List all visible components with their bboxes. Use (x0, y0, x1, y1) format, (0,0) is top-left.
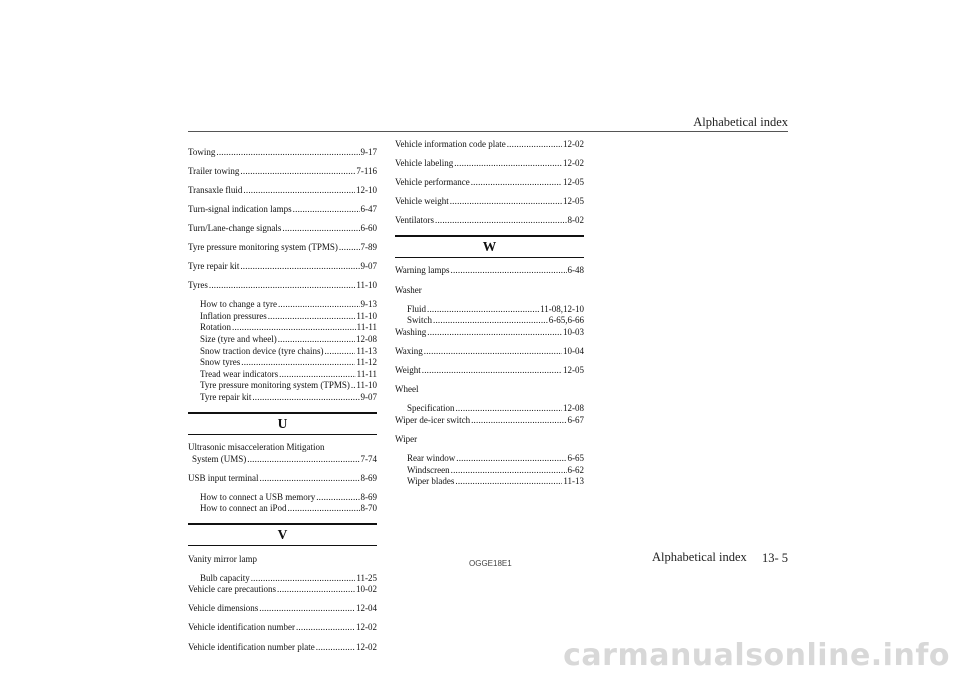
dot-leader (247, 454, 359, 466)
entry-label: USB input terminal (188, 472, 259, 483)
entry-page: 6-62 (567, 464, 584, 475)
entry-label: Switch (407, 315, 433, 326)
dot-leader (260, 473, 360, 485)
index-subentry (395, 315, 584, 327)
index-entry (395, 215, 584, 227)
entry-page: 12-05 (563, 196, 584, 207)
dot-leader (454, 158, 562, 170)
dot-leader (351, 380, 355, 392)
entry-label: Vehicle performance (395, 177, 470, 188)
entry-page: 6-47 (360, 203, 377, 214)
entry-page: 8-69 (360, 472, 377, 483)
entry-page: 9-17 (360, 146, 377, 157)
dot-leader (451, 265, 567, 277)
dot-leader (232, 322, 356, 334)
entry-label: Windscreen (407, 464, 450, 475)
index-subentry (395, 476, 584, 488)
entry-label: Tyre repair kit (188, 261, 240, 272)
index-entry (395, 346, 584, 358)
entry-label: Waxing (395, 345, 423, 356)
index-heading: Vanity mirror lamp (188, 553, 257, 564)
entry-page: 12-02 (356, 622, 377, 633)
index-entry (395, 177, 584, 189)
entry-label: Tyre pressure monitoring system (TPMS) (200, 380, 350, 391)
dot-leader (316, 642, 355, 654)
section-letter: W (482, 238, 497, 254)
index-subentry (395, 304, 584, 316)
entry-page: 6-60 (360, 222, 377, 233)
entry-label: Washing (395, 326, 427, 337)
entry-label: How to connect a USB memory (200, 491, 316, 502)
entry-label: Fluid (407, 303, 427, 314)
entry-label: Inflation pressures (200, 310, 267, 321)
dot-leader (455, 476, 562, 488)
entry-label: Wiper de-icer switch (395, 414, 471, 425)
entry-page: 11-25 (356, 572, 377, 583)
dot-leader (507, 139, 562, 151)
entry-page: 11-08,12-10 (540, 303, 584, 314)
entry-page: 9-07 (360, 261, 377, 272)
entry-page: 11-13 (563, 476, 584, 487)
section-letter: V (277, 527, 288, 543)
entry-label: Vehicle identification number (188, 622, 295, 633)
dot-leader (252, 392, 359, 404)
entry-label: Turn-signal indication lamps (188, 203, 292, 214)
entry-page: 6-48 (567, 265, 584, 276)
entry-label: Tyres (188, 280, 208, 291)
dot-leader (427, 327, 562, 339)
entry-page: 6-65 (567, 453, 584, 463)
header-title: Alphabetical index (693, 115, 788, 129)
document-code: OGGE18E1 (469, 559, 512, 568)
dot-leader (209, 280, 355, 292)
entry-label: Ventilators (395, 215, 434, 226)
dot-leader (424, 346, 562, 358)
index-entry (395, 139, 584, 151)
dot-leader (324, 346, 355, 358)
entry-label: Tread wear indicators (200, 368, 279, 379)
entry-label: How to change a tyre (200, 299, 277, 310)
entry-page: 11-10 (356, 280, 377, 291)
entry-label: Rotation (200, 322, 231, 333)
entry-page: 7-89 (360, 241, 377, 252)
index-subentry (188, 573, 377, 585)
index-entry (188, 204, 377, 216)
dot-leader (471, 177, 562, 189)
index-subentry (188, 334, 377, 346)
index-entry (395, 327, 584, 339)
index-subentry (188, 311, 377, 323)
entry-page: 6-67 (567, 414, 584, 425)
dot-leader (293, 204, 360, 216)
dot-leader (433, 315, 548, 327)
index-entry (395, 265, 584, 277)
entry-label: Transaxle fluid (188, 184, 243, 195)
watermark: carmanualsonline.info (563, 638, 950, 673)
dot-leader (422, 365, 562, 377)
index-entry (395, 415, 584, 427)
dot-leader (451, 465, 567, 477)
index-subentry (188, 346, 377, 358)
section-rule-bottom (395, 257, 584, 258)
entry-page: 12-08 (356, 334, 377, 345)
entry-label: Tyre pressure monitoring system (TPMS) (188, 241, 338, 252)
entry-page: 11-10 (356, 310, 377, 321)
entry-label: Specification (407, 403, 455, 414)
header-rule (188, 131, 788, 132)
dot-leader (427, 304, 539, 316)
index-subentry (188, 299, 377, 311)
index-column-middle (395, 139, 584, 488)
dot-leader (243, 185, 355, 197)
entry-label: Vehicle dimensions (188, 603, 259, 614)
entry-page: 7-74 (360, 453, 377, 464)
entry-label: How to connect an iPod (200, 503, 287, 514)
entry-label: Towing (188, 146, 216, 157)
dot-leader (435, 215, 567, 227)
entry-label: Size (tyre and wheel) (200, 334, 277, 345)
dot-leader (277, 584, 355, 596)
entry-label: Tyre repair kit (200, 392, 252, 402)
index-heading: Wiper (395, 433, 418, 444)
dot-leader (279, 369, 356, 381)
entry-page: 10-02 (356, 584, 377, 595)
dot-leader (296, 622, 355, 634)
dot-leader (251, 573, 356, 585)
entry-page: 12-02 (356, 641, 377, 652)
dot-leader (259, 603, 355, 615)
index-subentry (188, 369, 377, 381)
index-subentry (188, 503, 377, 515)
index-subentry (188, 357, 377, 369)
entry-page: 12-02 (563, 158, 584, 169)
index-entry (395, 196, 584, 208)
section-letter-u (188, 412, 377, 435)
entry-page: 8-70 (360, 503, 377, 514)
index-entry (188, 642, 377, 654)
entry-page: 12-05 (563, 365, 584, 376)
dot-leader (455, 403, 562, 415)
entry-label: Vehicle care precautions (188, 584, 276, 595)
dot-leader (456, 453, 566, 465)
index-column-left (188, 139, 377, 653)
entry-label: Rear window (407, 453, 456, 463)
index-entry (188, 603, 377, 615)
index-entry (188, 147, 377, 159)
entry-label: Trailer towing (188, 165, 240, 176)
entry-label: Vehicle weight (395, 196, 449, 207)
section-letter-w (395, 235, 584, 258)
dot-leader (282, 223, 359, 235)
entry-page: 6-65,6-66 (548, 315, 584, 326)
dot-leader (450, 196, 562, 208)
dot-leader (268, 311, 356, 323)
entry-page: 8-02 (567, 215, 584, 226)
entry-page: 12-10 (356, 184, 377, 195)
index-entry (188, 242, 377, 254)
section-letter: U (277, 415, 288, 431)
section-letter-v (188, 523, 377, 546)
footer-title: Alphabetical index (652, 550, 747, 564)
entry-page: 7-116 (356, 165, 377, 176)
page-number: 13- 5 (762, 551, 789, 565)
index-subentry (395, 453, 584, 465)
index-entry (188, 166, 377, 178)
entry-page: 11-12 (356, 357, 377, 368)
index-subentry (395, 465, 584, 477)
entry-label: Warning lamps (395, 265, 450, 276)
dot-leader (287, 503, 359, 515)
index-entry (395, 158, 584, 170)
entry-page: 10-03 (563, 326, 584, 337)
dot-leader (316, 492, 359, 504)
entry-page: 12-08 (563, 403, 584, 414)
entry-label: Weight (395, 365, 421, 376)
index-entry (188, 622, 377, 634)
dot-leader (241, 357, 355, 369)
index-entry (188, 185, 377, 197)
entry-page: 10-04 (563, 345, 584, 356)
entry-label: Vehicle information code plate (395, 139, 506, 149)
entry-page: 11-10 (356, 380, 377, 391)
dot-leader (216, 147, 359, 159)
index-heading: Washer (395, 284, 422, 295)
index-subentry (188, 380, 377, 392)
entry-label: System (UMS) (192, 453, 247, 464)
index-entry (188, 584, 377, 596)
entry-page: 12-05 (563, 177, 584, 188)
index-subentry (188, 322, 377, 334)
entry-label: Snow traction device (tyre chains) (200, 345, 324, 356)
entry-page: 11-13 (356, 345, 377, 356)
dot-leader (278, 299, 360, 311)
entry-label: Vehicle identification number plate (188, 641, 315, 652)
dot-leader (471, 415, 566, 427)
entry-label: Wiper blades (407, 476, 455, 487)
index-entry (188, 280, 377, 292)
index-entry (188, 473, 377, 485)
entry-label: Vehicle labeling (395, 158, 454, 169)
entry-page: 12-04 (356, 603, 377, 614)
index-subentry (188, 392, 377, 404)
index-entry (188, 223, 377, 235)
entry-page: 8-69 (360, 491, 377, 502)
index-entry (188, 454, 377, 466)
entry-page: 12-02 (563, 139, 584, 149)
dot-leader (240, 261, 359, 273)
section-rule-bottom (188, 434, 377, 435)
section-rule-bottom (188, 545, 377, 546)
entry-label: Snow tyres (200, 357, 241, 368)
entry-page: 9-07 (360, 392, 377, 402)
index-entry (395, 365, 584, 377)
index-heading: Wheel (395, 384, 419, 395)
index-subentry (188, 492, 377, 504)
entry-page: 11-11 (356, 368, 377, 379)
entry-label: Turn/Lane-change signals (188, 222, 282, 233)
entry-page: 9-13 (360, 299, 377, 310)
dot-leader (278, 334, 355, 346)
dot-leader (240, 166, 355, 178)
index-subentry (395, 403, 584, 415)
entry-label: Bulb capacity (200, 572, 250, 583)
index-entry (188, 261, 377, 273)
entry-page: 11-11 (356, 322, 377, 333)
dot-leader (339, 242, 360, 254)
index-heading: Ultrasonic misacceleration Mitigation (188, 442, 325, 453)
